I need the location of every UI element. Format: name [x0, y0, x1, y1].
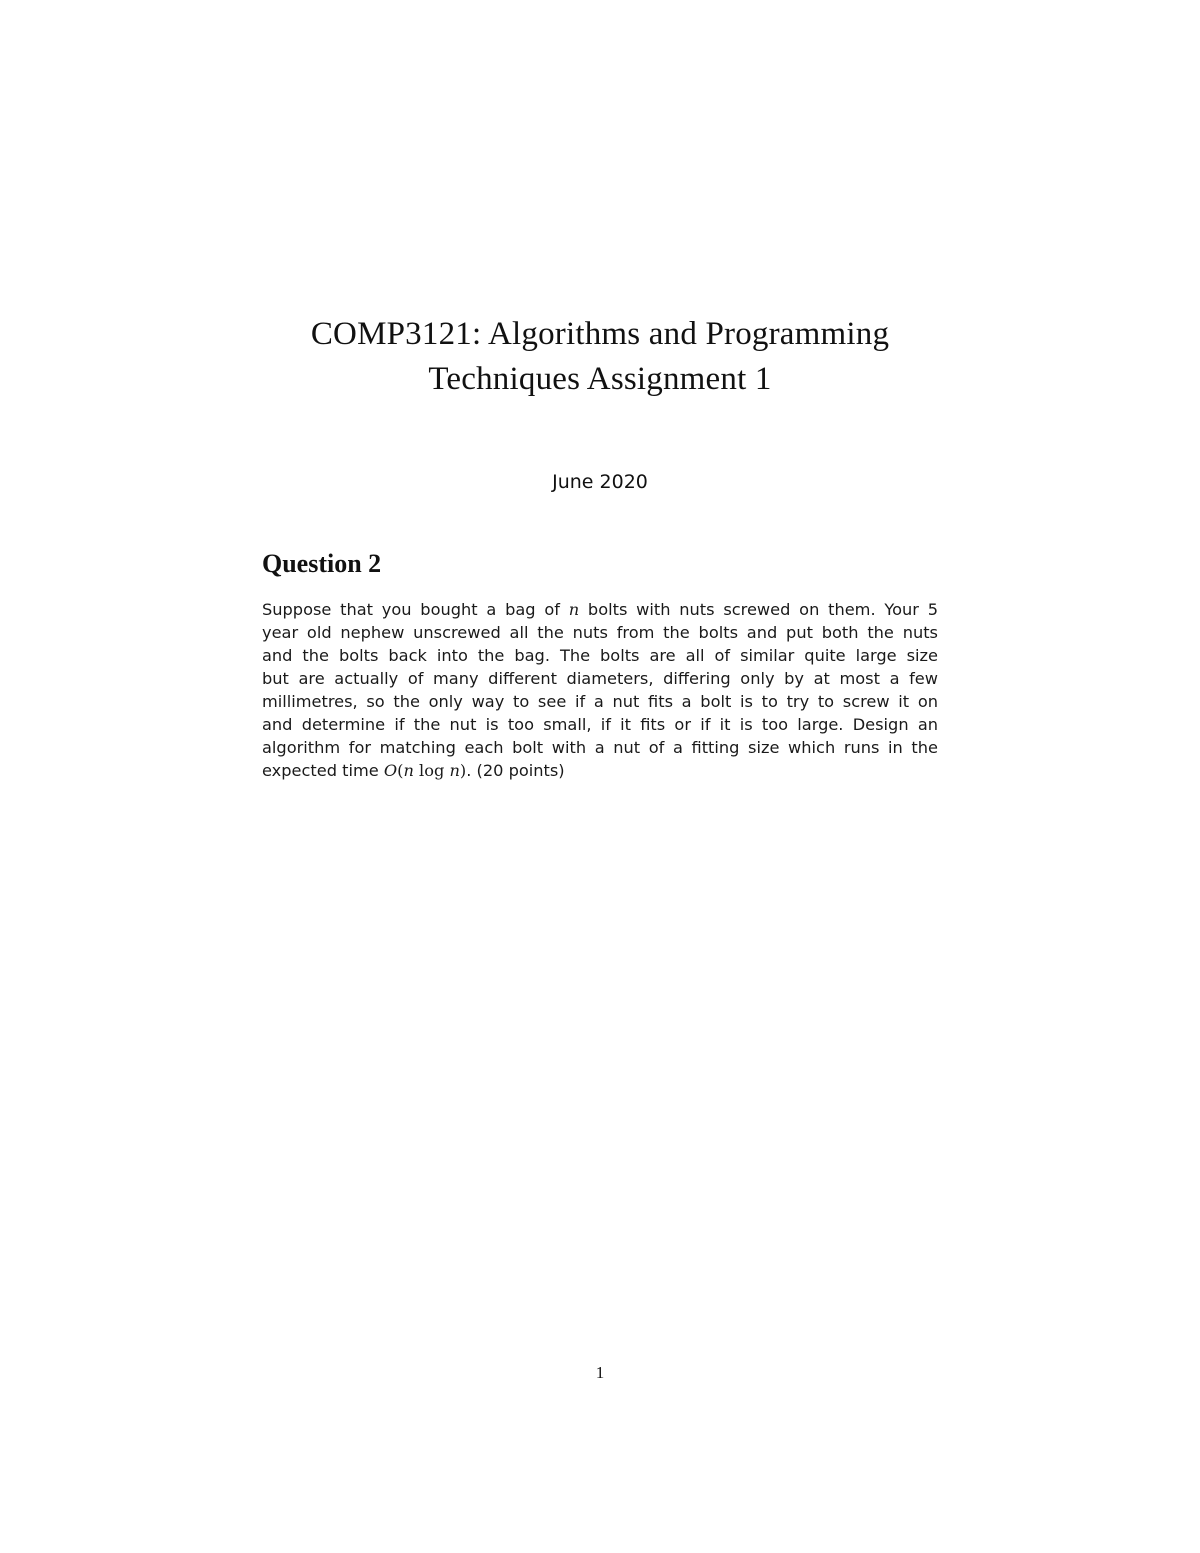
body-line-1-pre: Suppose that you bought a bag of [262, 600, 569, 619]
math-close-paren: ) [459, 761, 467, 780]
body-line-8 [262, 759, 938, 782]
body-line-1 [262, 598, 938, 621]
question-body [262, 598, 938, 782]
body-line-1-post: bolts with nuts screwed on them. Your 5 [579, 600, 938, 619]
section-heading: Question 2 [262, 549, 382, 578]
body-line-6: and determine if the nut is too small, if it fits or if it is too large. Design an [262, 715, 938, 734]
math-variable-n: n [449, 761, 460, 780]
body-line-8-pre: expected time [262, 761, 384, 780]
body-line-2: year old nephew unscrewed all the nuts from the bolts and put both the nuts [262, 623, 938, 642]
math-variable-n: n [403, 761, 414, 780]
body-line-5: millimetres, so the only way to see if a nut fits a bolt is to try to screw it on [262, 692, 938, 711]
body-line-7: algorithm for matching each bolt with a nut of a fitting size which runs in the [262, 738, 938, 757]
title-line-1: COMP3121: Algorithms and Programming [310, 316, 890, 352]
math-big-o: O [383, 761, 398, 780]
document-title [0, 312, 1200, 402]
math-variable-n: n [568, 600, 580, 619]
math-open-paren: ( [397, 761, 404, 780]
page-number: 1 [595, 1363, 605, 1382]
body-line-3: and the bolts back into the bag. The bolts are all of similar quite large size [262, 646, 938, 665]
title-line-2: Techniques Assignment 1 [428, 361, 772, 397]
body-line-8-post: . (20 points) [466, 761, 565, 780]
document-date: June 2020 [552, 471, 648, 493]
body-line-4: but are actually of many different diameters, differing only by at most a few [262, 669, 938, 688]
math-log: log [413, 761, 450, 780]
